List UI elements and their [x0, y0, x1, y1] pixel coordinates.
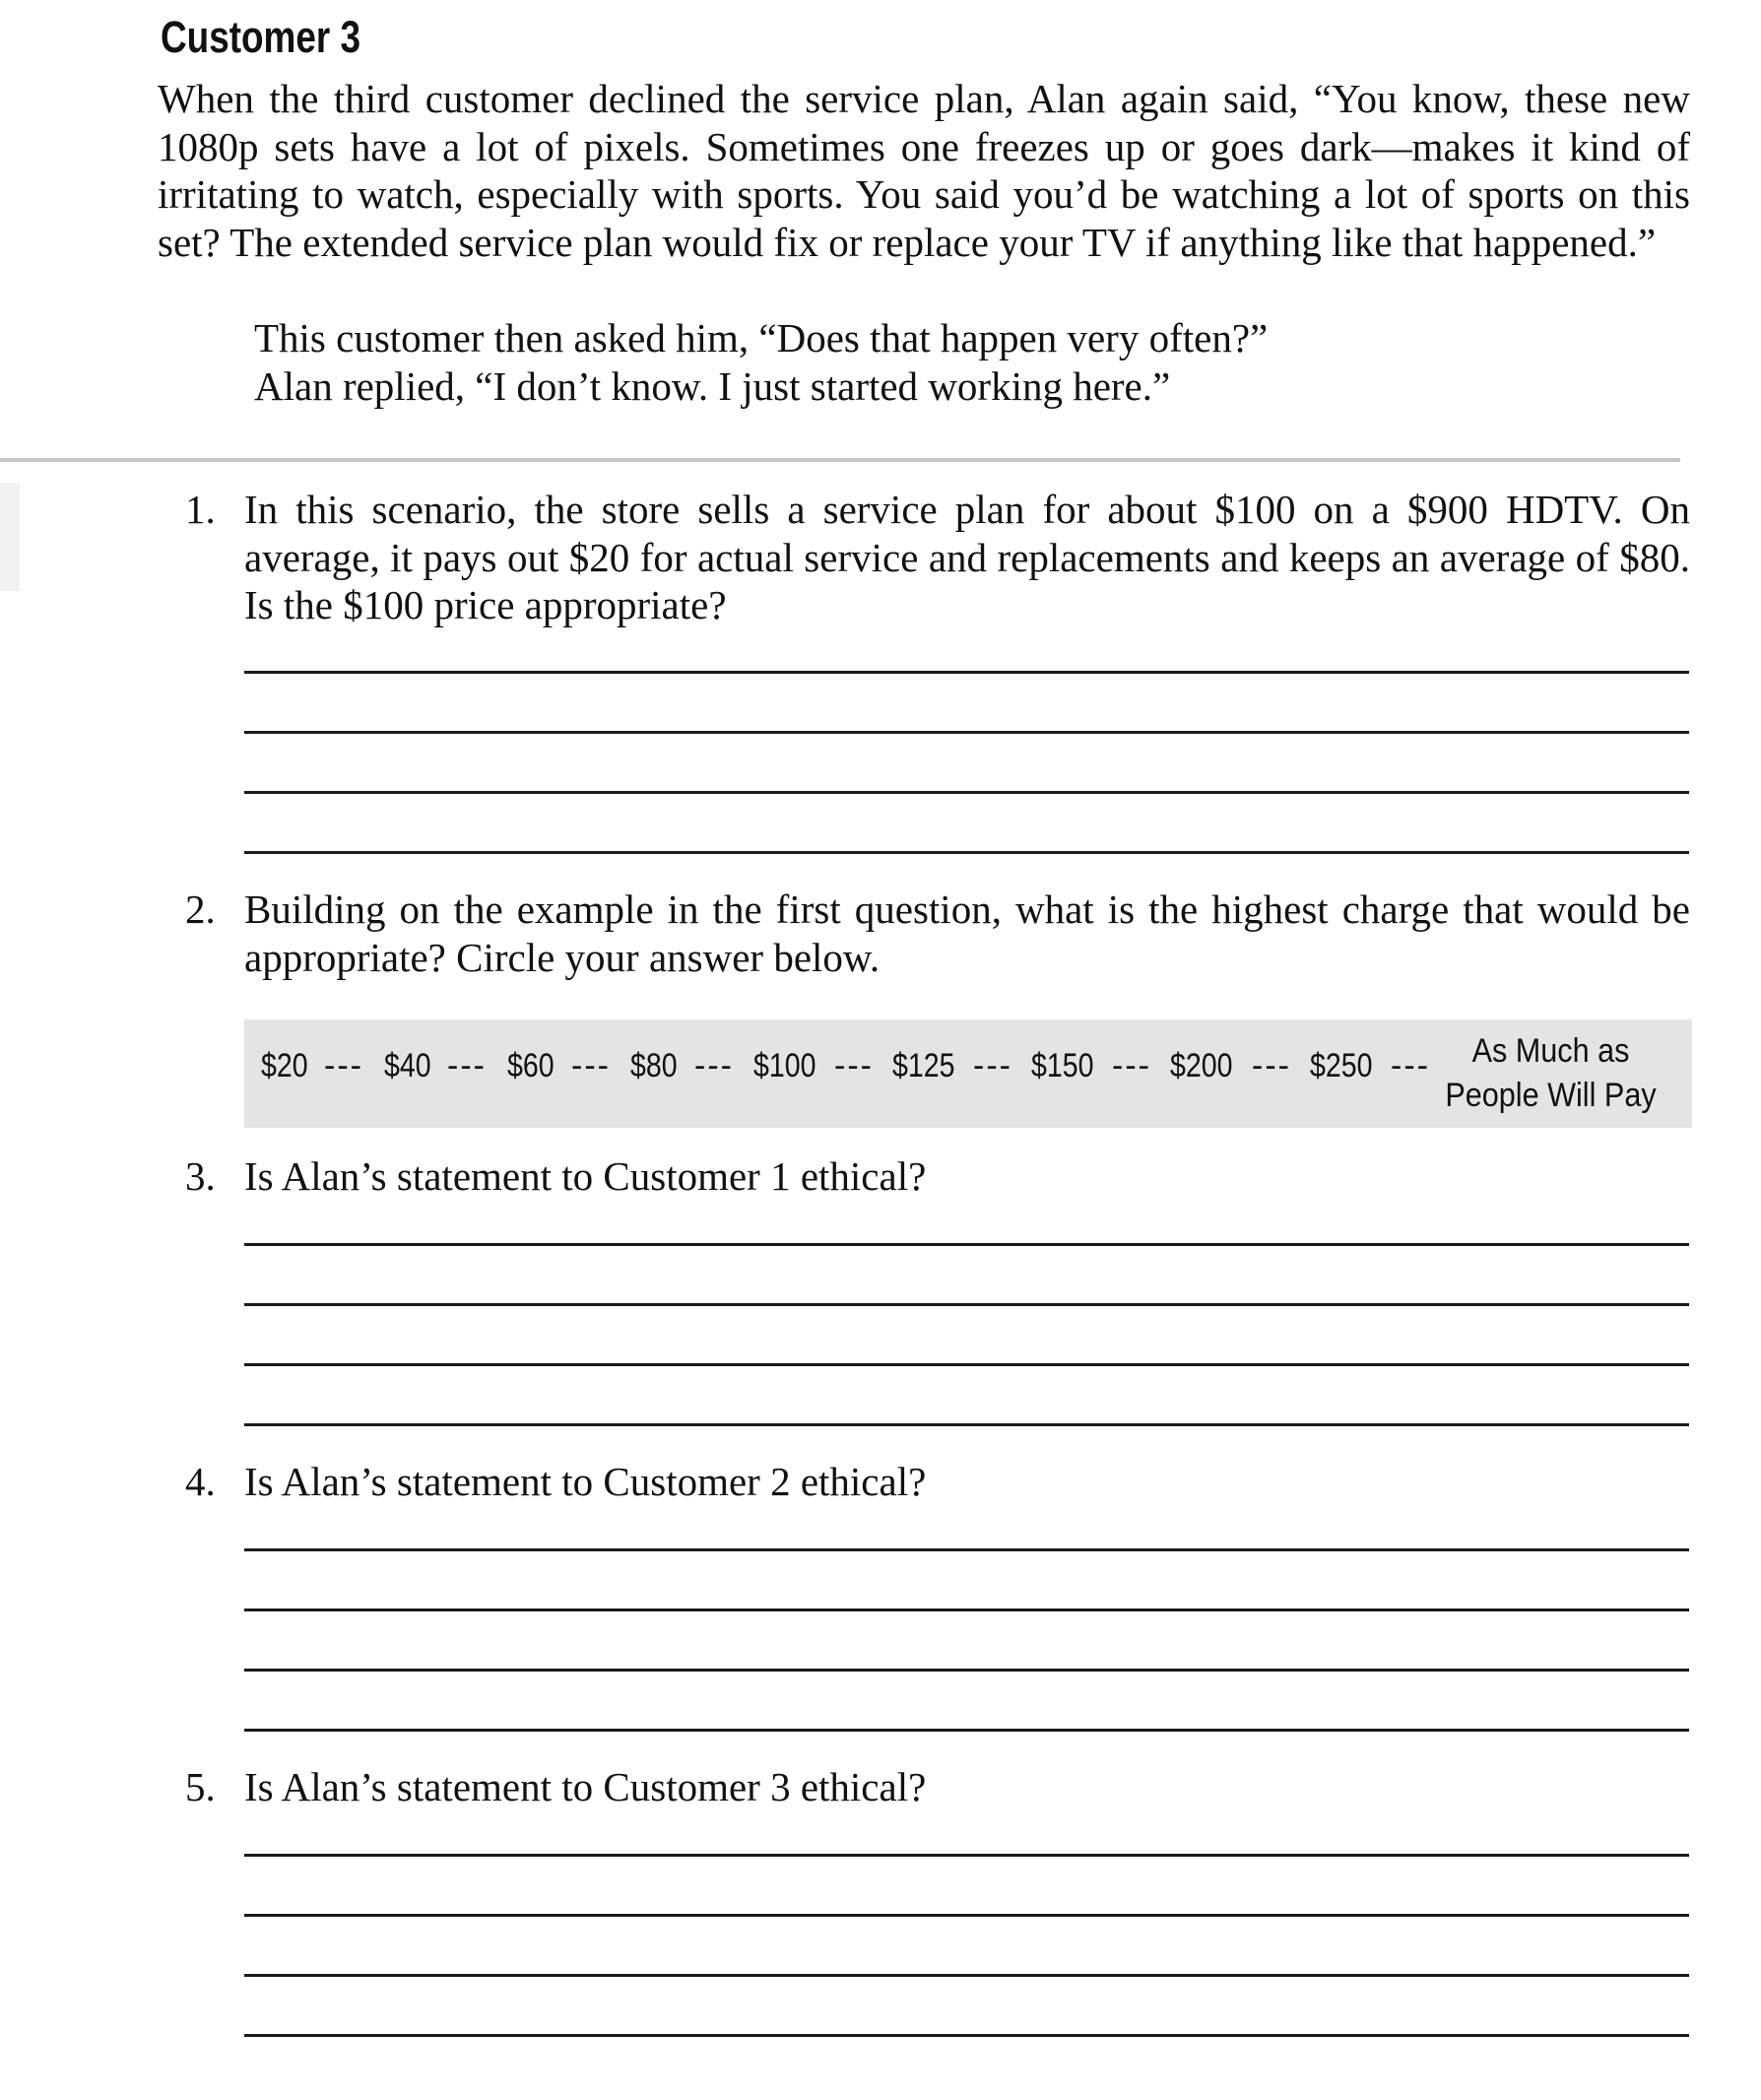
price-separator: --- [834, 1047, 874, 1084]
question-1-answer-line[interactable] [244, 671, 1689, 674]
question-5-answer-line[interactable] [244, 2034, 1689, 2037]
question-4-answer-line[interactable] [244, 1669, 1689, 1672]
question-5-answer-line[interactable] [244, 1974, 1689, 1977]
section-divider [0, 458, 1680, 462]
scenario-paragraph: When the third customer declined the service plan, Alan again said, “You know, these new 1080p sets have a lot of pixels. Sometimes one freezes up or goes dark—makes it kind of irritating to watch, especially with sports. You said you’d be watching a lot of sports on this set? The extended service plan would fix or replace your TV if anything like that happened.” [158, 76, 1690, 265]
price-option[interactable]: $20 [261, 1047, 308, 1084]
margin-tab [0, 483, 20, 591]
question-5-number: 5. [185, 1764, 216, 1809]
question-4-answer-line[interactable] [244, 1608, 1689, 1611]
price-option[interactable]: $125 [892, 1047, 955, 1084]
price-separator: --- [1252, 1047, 1291, 1084]
price-option[interactable]: $80 [630, 1047, 678, 1084]
question-3-number: 3. [185, 1153, 216, 1199]
price-option[interactable]: $250 [1310, 1047, 1373, 1084]
price-separator: --- [324, 1047, 363, 1084]
question-2-text: Building on the example in the first question, what is the highest charge that would be appropriate? Circle your answer below. [244, 886, 1690, 980]
price-option-max-line2: People Will Pay [1445, 1077, 1657, 1114]
price-separator: --- [447, 1047, 487, 1084]
question-5-answer-line[interactable] [244, 1854, 1689, 1857]
question-4-answer-line[interactable] [244, 1729, 1689, 1732]
question-1-number: 1. [185, 487, 216, 532]
price-option[interactable]: $200 [1170, 1047, 1233, 1084]
question-3-answer-line[interactable] [244, 1303, 1689, 1306]
question-2-number: 2. [185, 886, 216, 932]
price-separator: --- [571, 1047, 611, 1084]
price-option[interactable]: $40 [384, 1047, 431, 1084]
question-4-text: Is Alan’s statement to Customer 2 ethical? [244, 1459, 927, 1504]
question-3-answer-line[interactable] [244, 1363, 1689, 1366]
price-option[interactable]: $100 [753, 1047, 816, 1084]
alan-reply-line: Alan replied, “I don’t know. I just started working here.” [254, 363, 1171, 409]
question-3-answer-line[interactable] [244, 1243, 1689, 1246]
question-1-answer-line[interactable] [244, 731, 1689, 734]
price-option-max[interactable] [1430, 1029, 1671, 1118]
price-option-max-line1: As Much as [1471, 1032, 1630, 1070]
price-separator: --- [1112, 1047, 1151, 1084]
question-4-answer-line[interactable] [244, 1548, 1689, 1551]
price-option[interactable]: $150 [1031, 1047, 1094, 1084]
price-separator: --- [1391, 1047, 1430, 1084]
question-5-answer-line[interactable] [244, 1914, 1689, 1917]
question-4-number: 4. [185, 1459, 216, 1504]
price-option[interactable]: $60 [507, 1047, 554, 1084]
question-1-answer-line[interactable] [244, 791, 1689, 794]
question-5-text: Is Alan’s statement to Customer 3 ethical? [244, 1764, 927, 1809]
question-1-answer-line[interactable] [244, 851, 1689, 854]
price-separator: --- [694, 1047, 734, 1084]
section-heading: Customer 3 [161, 12, 361, 62]
customer-question-line: This customer then asked him, “Does that happen very often?” [254, 315, 1269, 361]
price-separator: --- [973, 1047, 1012, 1084]
question-3-text: Is Alan’s statement to Customer 1 ethical? [244, 1153, 927, 1199]
question-3-answer-line[interactable] [244, 1423, 1689, 1426]
question-1-text: In this scenario, the store sells a service plan for about $100 on a $900 HDTV. On average, it pays out $20 for actual service and replacements and keeps an average of $80. Is the $100 price appropriate? [244, 487, 1690, 627]
